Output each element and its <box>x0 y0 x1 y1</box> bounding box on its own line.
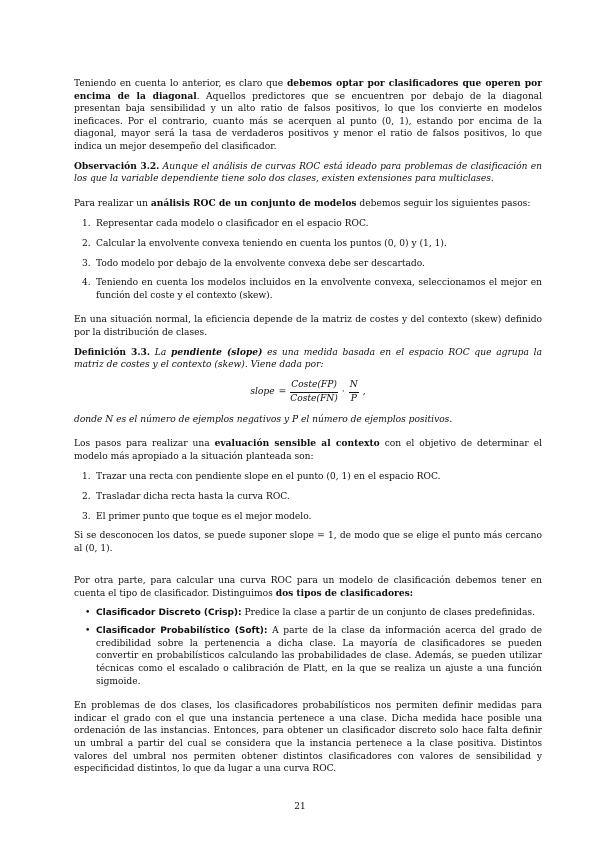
item-label: Clasificador Discreto (Crisp): <box>96 607 242 618</box>
defined-term: pendiente (slope) <box>171 346 263 358</box>
two-class-paragraph: En problemas de dos clases, los clasificadores probabilísticos nos permiten definir medidas para indicar el grado con el que una instancia pertenece a una clase. Dicha medida hace posible una ordenación de las instancias. Entonces, para obtener un clasificador discreto solo hace falta definir un umbral a partir del cual se considera que la instancia pertenece a la clase positiva. Distintos valores del umbral nos permiten obtener distintos clasificadores con valores de sensibilidad y especificidad distintos, lo que da lugar a una curva ROC. <box>74 701 542 775</box>
observation-text: Aunque el análisis de curvas ROC está ideado para problemas de clasificación en los que la variable dependiente tiene solo dos clases, existen extensiones para multiclases. <box>74 161 542 185</box>
text-run: es una medida basada en el espacio ROC que agrupa la matriz de costes y el contexto (skew). Viene dada por: <box>74 347 542 371</box>
text-run: Por otra parte, para calcular una curva ROC para un modelo de clasificación debemos tener en cuenta el tipo de clasificador. Distinguimos <box>74 576 542 600</box>
item-number: 1. <box>82 472 91 483</box>
emphasis-text: debemos optar por clasificadores que operen por encima de la diagonal <box>74 78 543 102</box>
list-item <box>74 491 542 504</box>
item-text: Trasladar dicha recta hasta la curva ROC. <box>96 492 290 503</box>
context-steps-list <box>74 471 542 523</box>
list-item <box>74 471 542 484</box>
roc-steps-intro <box>74 198 542 211</box>
item-number: 3. <box>82 258 91 269</box>
text-run: Teniendo en cuenta lo anterior, es claro que <box>74 79 287 89</box>
list-item <box>74 625 542 688</box>
text-run: . Aquellos predictores que se encuentren por debajo de la diagonal presentan baja sensibilidad y un alto ratio de falsos positivos, lo que los convierte en modelos ineficaces. Por el contrario, cuanto más se acerquen al punto (0, 1), estando por encima de la diagonal, mayor será la tasa de verdaderos positivos y menor el ratio de falsos positivos, lo que indica un mejor desempeño del clasificador. <box>74 91 543 152</box>
list-item <box>74 607 542 620</box>
item-text: Representar cada modelo o clasificador en el espacio ROC. <box>96 219 369 230</box>
list-item <box>74 258 542 271</box>
list-item <box>74 511 542 524</box>
list-item <box>74 218 542 231</box>
fraction-numerator: N <box>349 380 359 393</box>
formula-equals: = <box>278 386 287 397</box>
text-run: Los pasos para realizar una <box>74 439 215 450</box>
roc-steps-list <box>74 218 542 302</box>
formula-dot: · <box>341 386 345 397</box>
item-text: El primer punto que toque es el mejor modelo. <box>96 511 312 522</box>
emphasis-text: análisis ROC de un conjunto de modelos <box>150 197 357 209</box>
emphasis-text: dos tipos de clasificadores: <box>275 588 414 600</box>
text-run: con el objetivo de determinar el modelo más apropiado a la situación planteada son: <box>74 439 542 462</box>
item-number: 4. <box>82 278 91 289</box>
definition <box>74 347 542 372</box>
text-run: Para realizar un <box>74 198 151 209</box>
cost-fraction <box>290 380 338 405</box>
item-number: 2. <box>82 492 91 503</box>
item-number: 2. <box>82 238 91 249</box>
text-run: La <box>154 347 171 358</box>
list-item <box>74 277 542 302</box>
context-steps-intro <box>74 438 542 463</box>
list-item <box>74 238 542 251</box>
efficiency-paragraph: En una situación normal, la eficiencia depende de la matriz de costes y del contexto (skew) definido por la distribución de clases. <box>74 315 542 338</box>
observation <box>74 161 542 186</box>
definition-note: donde N es el número de ejemplos negativos y P el número de ejemplos positivos. <box>74 414 453 425</box>
fraction-denominator: Coste(FN) <box>290 393 338 404</box>
item-text: A parte de la clase da información acerca del grado de credibilidad sobre la pertenencia a dicha clase. La mayoría de clasificadores se pueden convertir en probabilísticos calculando las probabilidades de clase. Además, se pueden utilizar técnicas como el escalado o calibración de Platt, en la que se realiza un ajuste a una función sigmoide. <box>96 626 542 687</box>
formula-lhs: slope <box>250 386 275 397</box>
fraction-denominator: P <box>350 393 357 404</box>
ratio-fraction <box>349 380 359 405</box>
item-text: Calcular la envolvente convexa teniendo en cuenta los puntos (0, 0) y (1, 1). <box>96 238 447 249</box>
item-text: Teniendo en cuenta los modelos incluidos en la envolvente convexa, seleccionamos el mejor en función del coste y el contexto (skew). <box>96 278 542 301</box>
classifier-types-intro <box>74 575 542 600</box>
item-label: Clasificador Probabilístico (Soft): <box>96 626 268 637</box>
fraction-numerator: Coste(FP) <box>290 380 338 393</box>
page-body <box>74 78 542 776</box>
item-number: 1. <box>82 219 91 230</box>
bullet-icon: • <box>85 607 91 618</box>
item-text: Todo modelo por debajo de la envolvente convexa debe ser descartado. <box>96 258 425 269</box>
classifier-types-list <box>74 607 542 689</box>
unknown-data-paragraph: Si se desconocen los datos, se puede suponer slope = 1, de modo que se elige el punto más cercano al (0, 1). <box>74 531 542 554</box>
slope-formula <box>74 380 542 408</box>
item-number: 3. <box>82 511 91 522</box>
item-text: Trazar una recta con pendiente slope en el punto (0, 1) en el espacio ROC. <box>96 472 441 483</box>
bullet-icon: • <box>85 626 91 637</box>
item-text: Predice la clase a partir de un conjunto de clases predefinidas. <box>241 607 535 618</box>
text-run: debemos seguir los siguientes pasos: <box>356 198 531 209</box>
observation-label: Observación 3.2. <box>74 160 160 172</box>
formula-comma: , <box>362 386 366 397</box>
page-number: 21 <box>294 802 306 812</box>
intro-paragraph <box>74 78 542 154</box>
definition-label: Definición 3.3. <box>74 346 151 358</box>
emphasis-text: evaluación sensible al contexto <box>214 438 380 450</box>
